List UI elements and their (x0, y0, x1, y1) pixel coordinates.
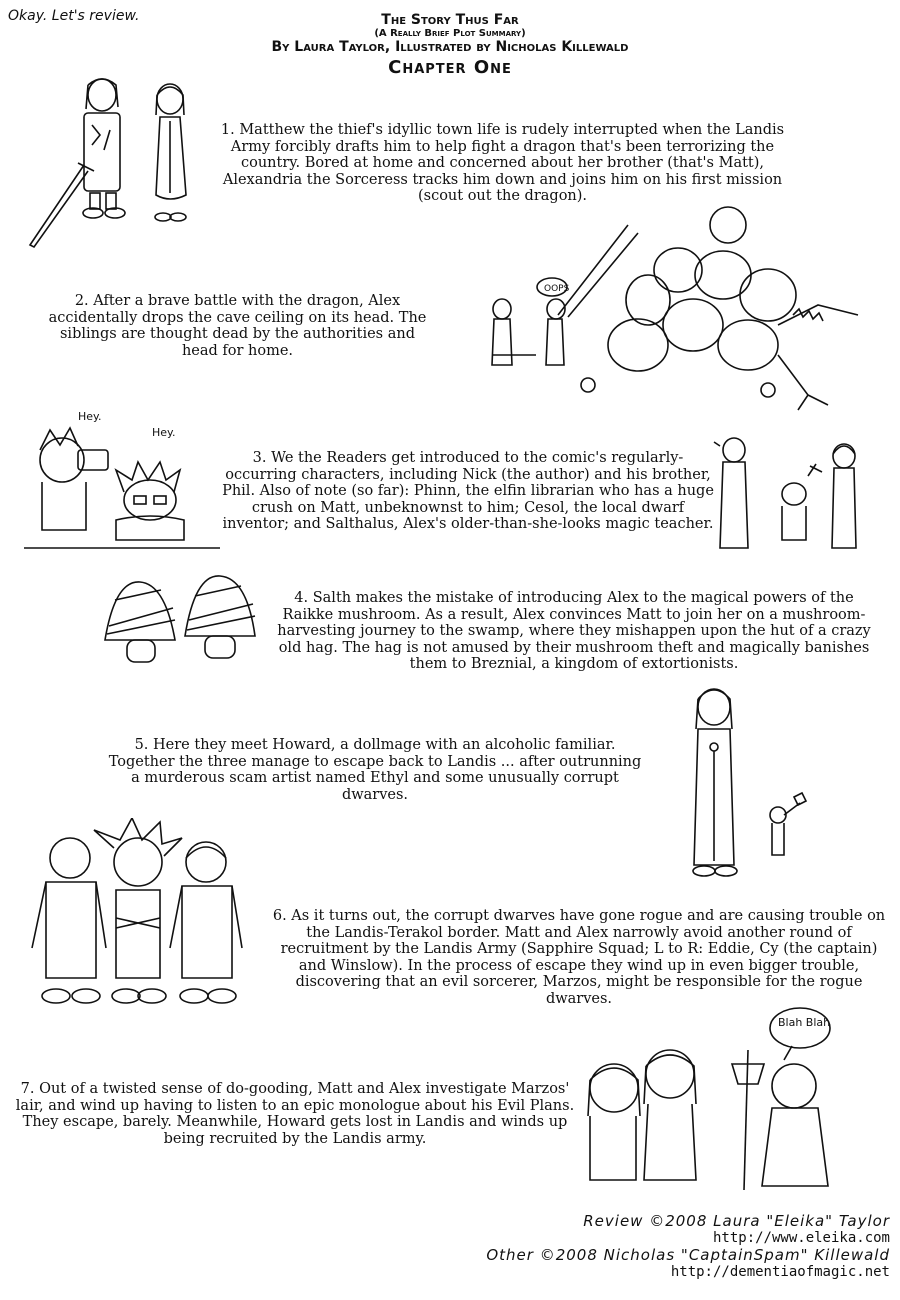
byline: By Laura Taylor, Illustrated by Nicholas Killewald (271, 39, 629, 55)
page-title: The Story Thus Far (381, 12, 519, 28)
illustration-phinn-cesol-salthalus (712, 436, 872, 556)
summary-paragraph-5: 5. Here they meet Howard, a dollmage with an alcoholic familiar. Together the three manage to escape back to Landis ... after outrunning a murderous scam artist named Ethyl and some unusually corrupt dwarves. (108, 737, 642, 803)
illustration-matt-and-alex (20, 75, 220, 255)
chapter-title: Chapter One (388, 57, 512, 78)
illustration-howard (680, 685, 830, 885)
credits (486, 1212, 890, 1280)
summary-paragraph-3: 3. We the Readers get introduced to the comic's regularly-occurring characters, including Nick (the author) and his brother, Phil. Also of note (so far): Phinn, the elfin librarian who has a huge crush on Matt, unbeknownst to him; Cesol, the local dwarf inventor; and Salthalus, Alex's older-than-she-looks magic teacher. (222, 450, 714, 532)
hey-bubble-1: Hey. (78, 410, 102, 423)
page-header (0, 12, 900, 78)
illustration-dragon-battle (478, 205, 898, 420)
hey-bubble-2: Hey. (152, 426, 176, 439)
summary-paragraph-6: 6. As it turns out, the corrupt dwarves have gone rogue and are causing trouble on the Landis-Terakol border. Matt and Alex narrowly avoid another round of recruitment by the Landis Army (Sapphire Squad; L to R: Eddie, Cy (the captain) and Winslow). In the process of escape they wind up in even bigger trouble, discovering that an evil sorcerer, Marzos, might be responsible for the rogue dwarves. (272, 908, 886, 1007)
summary-paragraph-7: 7. Out of a twisted sense of do-gooding, Matt and Alex investigate Marzos' lair, and wind up having to listen to an epic monologue about his Evil Plans. They escape, barely. Meanwhile, Howard gets lost in Landis and winds up being recruited by the Landis army. (15, 1081, 575, 1147)
summary-paragraph-4: 4. Salth makes the mistake of introducing Alex to the magical powers of the Raikke mushroom. As a result, Alex convinces Matt to join her on a mushroom-harvesting journey to the swamp, where they mishappen upon the hut of a crazy old hag. The hag is not amused by their mushroom theft and magically banishes them to Breznial, a kingdom of extortionists. (277, 590, 871, 672)
illustration-marzos-lair (578, 1000, 878, 1195)
summary-paragraph-2: 2. After a brave battle with the dragon, Alex accidentally drops the cave ceiling on its head. The siblings are thought dead by the authorities and head for home. (48, 293, 427, 359)
illustration-nick-and-phil (20, 400, 225, 560)
intro-text: Okay. Let's review. (8, 8, 140, 24)
review-credit: Review ©2008 Laura "Eleika" Taylor (583, 1212, 890, 1230)
summary-paragraph-1: 1. Matthew the thief's idyllic town life is rudely interrupted when the Landis Army forcibly drafts him to help fight a dragon that's been terrorizing the country. Bored at home and concerned about her brother (that's Matt), Alexandria the Sorceress tracks him down and joins him on his first mission (scout out the dragon). (220, 122, 785, 204)
review-url-link[interactable]: http://www.eleika.com (712, 1230, 890, 1246)
illustration-raikke-mushrooms (95, 570, 265, 680)
oops-bubble: OOPS (544, 284, 570, 294)
other-url-link[interactable]: http://dementiaofmagic.net (670, 1264, 890, 1280)
illustration-sapphire-squad (20, 818, 255, 1018)
page-subtitle: (A Really Brief Plot Summary) (374, 28, 526, 39)
other-credit: Other ©2008 Nicholas "CaptainSpam" Killewald (486, 1246, 890, 1264)
blah-bubble: Blah Blah (778, 1016, 831, 1029)
